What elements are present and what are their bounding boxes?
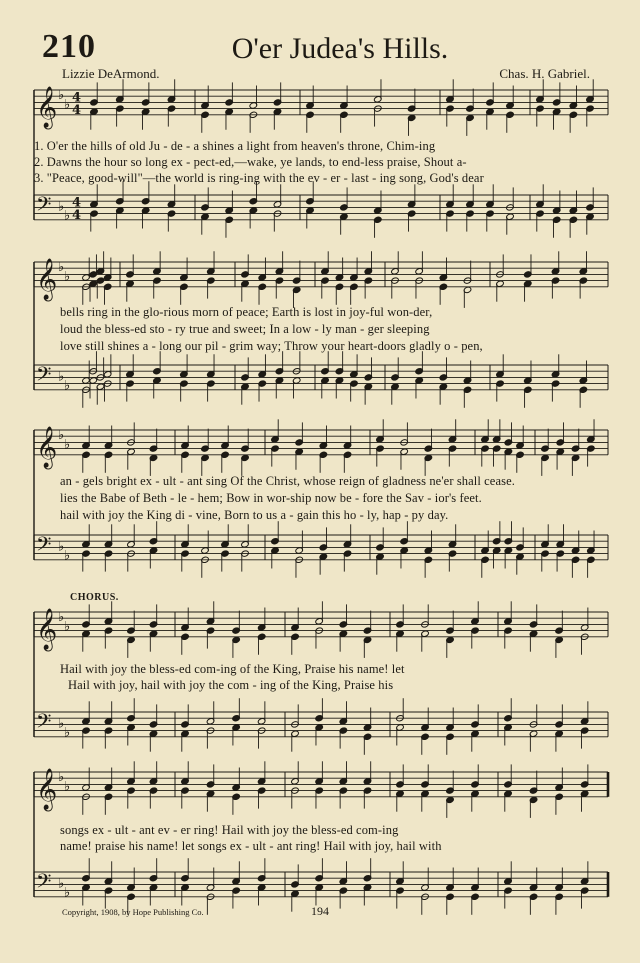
bass-clef-glyph: 𝄢: [36, 709, 52, 738]
flat-glyph: ♭: [64, 208, 71, 224]
bass-clef-glyph: 𝄢: [36, 869, 52, 898]
flat-glyph: ♭: [64, 378, 71, 394]
treble-clef-glyph: 𝄞: [36, 426, 58, 468]
flat-glyph: ♭: [58, 539, 65, 555]
treble-clef-glyph: 𝄞: [36, 86, 58, 128]
verse3-line2: love still shines a - long our pil - grim way; Throw your heart-doors gladly o - pen,: [60, 339, 483, 353]
bass-clef-glyph: 𝄢: [36, 192, 52, 221]
flat-glyph: ♭: [58, 260, 65, 276]
flat-glyph: ♭: [58, 876, 65, 892]
verse3-line3: hail with joy the King di - vine, Born to us a - gain this ho - ly, hap - py day.: [60, 508, 449, 522]
bass-clef-glyph: 𝄢: [36, 532, 52, 561]
verse1-line1: 1. O'er the hills of old Ju - de - a shines a light from heaven's throne, Chim-ing: [34, 139, 436, 153]
flat-glyph: ♭: [58, 88, 65, 104]
chorus-line1-lower: Hail with joy, hail with joy the com - ing of the King, Praise his: [68, 678, 394, 692]
flat-glyph: ♭: [64, 269, 71, 285]
verse2-line3: lies the Babe of Beth - le - hem; Bow in wor-ship now be - fore the Sav - ior's feet.: [60, 491, 482, 505]
time-signature-glyph: 4: [72, 195, 82, 211]
chorus-line1-upper: Hail with joy the bless-ed com-ing of the King, Praise his name! let: [60, 662, 405, 676]
chorus-label: CHORUS.: [70, 592, 119, 603]
time-signature-glyph: 4: [72, 90, 82, 106]
page-number: 194: [311, 904, 329, 918]
flat-glyph: ♭: [64, 97, 71, 113]
chorus-line2-upper: songs ex - ult - ant ev - er ring! Hail with joy the bless-ed com-ing: [60, 823, 399, 837]
flat-glyph: ♭: [64, 725, 71, 741]
composer-credit: Chas. H. Gabriel.: [499, 66, 590, 81]
time-signature-glyph: 4: [72, 207, 82, 223]
verse2-line2: loud the bless-ed sto - ry true and sweet; In a low - ly man - ger sleeping: [60, 322, 430, 336]
bass-clef-glyph: 𝄢: [36, 362, 52, 391]
flat-glyph: ♭: [64, 437, 71, 453]
treble-clef-glyph: 𝄞: [36, 258, 58, 300]
time-signature-glyph: 4: [72, 102, 82, 118]
flat-glyph: ♭: [58, 199, 65, 215]
verse2-line1: 2. Dawns the hour so long ex - pect-ed,—wake, ye lands, to end-less praise, Shout a-: [34, 155, 467, 169]
hymn-title: O'er Judea's Hills.: [231, 32, 449, 65]
flat-glyph: ♭: [64, 619, 71, 635]
flat-glyph: ♭: [58, 610, 65, 626]
chorus-line2-lower: name! praise his name! let songs ex - ult - ant ring! Hail with joy, hail with: [60, 839, 442, 853]
flat-glyph: ♭: [58, 369, 65, 385]
verse3-line1: 3. "Peace, good-will"—the world is ring-ing with the ev - er - last - ing song, God's dear: [34, 171, 484, 185]
flat-glyph: ♭: [58, 428, 65, 444]
hymn-number: 210: [42, 28, 96, 65]
flat-glyph: ♭: [64, 548, 71, 564]
flat-glyph: ♭: [58, 770, 65, 786]
lyricist-credit: Lizzie DeArmond.: [62, 66, 160, 81]
verse1-line2: bells ring in the glo-rious morn of peace; Earth is lost in joy-ful won-der,: [60, 305, 433, 319]
flat-glyph: ♭: [64, 885, 71, 901]
treble-clef-glyph: 𝄞: [36, 768, 58, 810]
treble-clef-glyph: 𝄞: [36, 608, 58, 650]
verse1-line3: an - gels bright ex - ult - ant sing Of the Christ, whose reign of gladness ne'er shall cease.: [60, 474, 515, 488]
flat-glyph: ♭: [58, 716, 65, 732]
copyright-notice: Copyright, 1908, by Hope Publishing Co.: [62, 907, 204, 917]
flat-glyph: ♭: [64, 779, 71, 795]
